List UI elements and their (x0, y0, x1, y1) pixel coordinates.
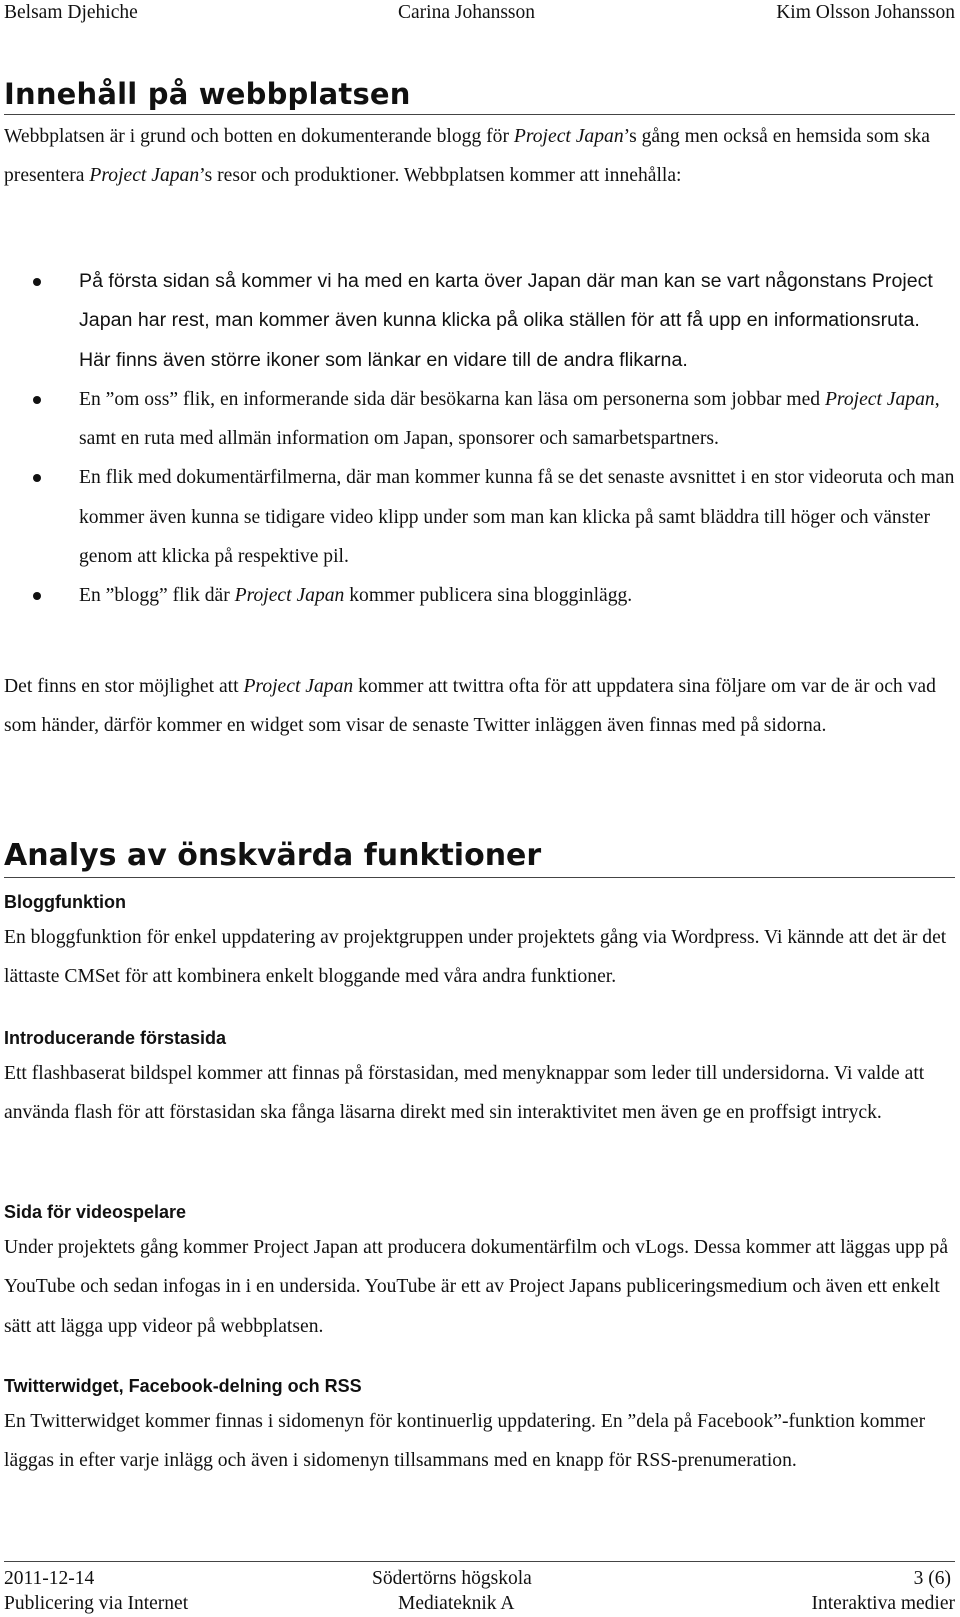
list-item: En flik med dokumentärfilmerna, där man kommer kunna få se det senaste avsnittet i en stor videoruta och man kommer även kunna se tidigare video klipp under som man kan klicka på samt bläddra till höger och vänster genom att klicka på respektive pil. (0, 458, 955, 576)
subheading-bloggfunktion: Bloggfunktion (4, 892, 126, 912)
header-author-3: Kim Olsson Johansson (776, 2, 955, 23)
subheading-forstasida: Introducerande förstasida (4, 1028, 227, 1048)
feature-list (0, 262, 955, 616)
videospelare-text: Under projektets gång kommer Project Japan att producera dokumentärfilm och vLogs. Dessa kommer att läggas upp på YouTube och sedan infogas in i en undersida. YouTube är ett av Project Japans publiceringsmedium och även ett enkelt sätt att lägga upp videor på webbplatsen. (4, 1237, 949, 1337)
list-item: En ”blogg” flik där Project Japan kommer publicera sina blogginlägg. (0, 576, 955, 615)
forstasida-text: Ett flashbaserat bildspel kommer att finnas på förstasidan, med menyknappar som leder till undersidorna. Vi valde att använda flash för att förstasidan ska fånga läsarna direkt med sin interaktivitet men även ge en proffsigt intryck. (4, 1063, 925, 1124)
twitterwidget-text: En Twitterwidget kommer finnas i sidomenyn för kontinuerlig uppdatering. En ”dela på Facebook”-funktion kommer läggas in efter varje inlägg och även i sidomenyn tillsammans med en knapp för RSS-prenumeration. (4, 1411, 926, 1472)
page-header (0, 0, 955, 28)
header-author-2: Carina Johansson (398, 2, 536, 23)
intro-paragraph: Webbplatsen är i grund och botten en dokumenterande blogg för Project Japan’s gång men också en hemsida som ska presentera Project Japan’s resor och produktioner. Webbplatsen kommer att innehålla: (4, 126, 930, 187)
bullet-icon (33, 278, 41, 286)
section-title-innehall: Innehåll på webbplatsen (4, 77, 411, 111)
bullet-icon (33, 474, 41, 482)
footer-program: Mediateknik A (398, 1593, 515, 1614)
list-item: En ”om oss” flik, en informerande sida där besökarna kan läsa om personerna som jobbar med Project Japan, samt en ruta med allmän information om Japan, sponsorer och samarbetspartners. (0, 380, 955, 459)
bloggfunktion-text: En bloggfunktion för enkel uppdatering av projektgruppen under projektets gång via Wordpress. Vi kännde att det är det lättaste CMSet för att kombinera enkelt bloggande med våra andra funktioner. (4, 927, 947, 988)
list-item: På första sidan så kommer vi ha med en karta över Japan där man kan se vart någonstans Project Japan har rest, man kommer även kunna klicka på olika ställen för att få upp en informationsruta. Här finns även större ikoner som länkar en vidare till de andra flikarna. (0, 262, 955, 380)
subheading-videospelare: Sida för videospelare (4, 1202, 187, 1222)
section-divider (4, 114, 955, 115)
footer-divider (4, 1561, 955, 1562)
subheading-twitterwidget: Twitterwidget, Facebook-delning och RSS (4, 1376, 362, 1396)
footer-page-number: 3 (6) (913, 1568, 951, 1589)
header-author-1: Belsam Djehiche (4, 2, 138, 23)
page-footer (0, 1566, 955, 1616)
footer-course: Publicering via Internet (4, 1593, 189, 1614)
footer-school: Södertörns högskola (372, 1568, 532, 1589)
section-divider (4, 877, 955, 878)
footer-date: 2011-12-14 (4, 1568, 95, 1589)
footer-subject: Interaktiva medier (811, 1593, 955, 1614)
twitter-paragraph: Det finns en stor möjlighet att Project Japan kommer att twittra ofta för att uppdatera sina följare om var de är och vad som händer, därför kommer en widget som visar de senaste Twitter inläggen även finnas med på sidorna. (4, 676, 936, 737)
section-title-analys: Analys av önskvärda funktioner (4, 838, 542, 873)
bullet-icon (33, 396, 41, 404)
bullet-icon (33, 592, 41, 600)
